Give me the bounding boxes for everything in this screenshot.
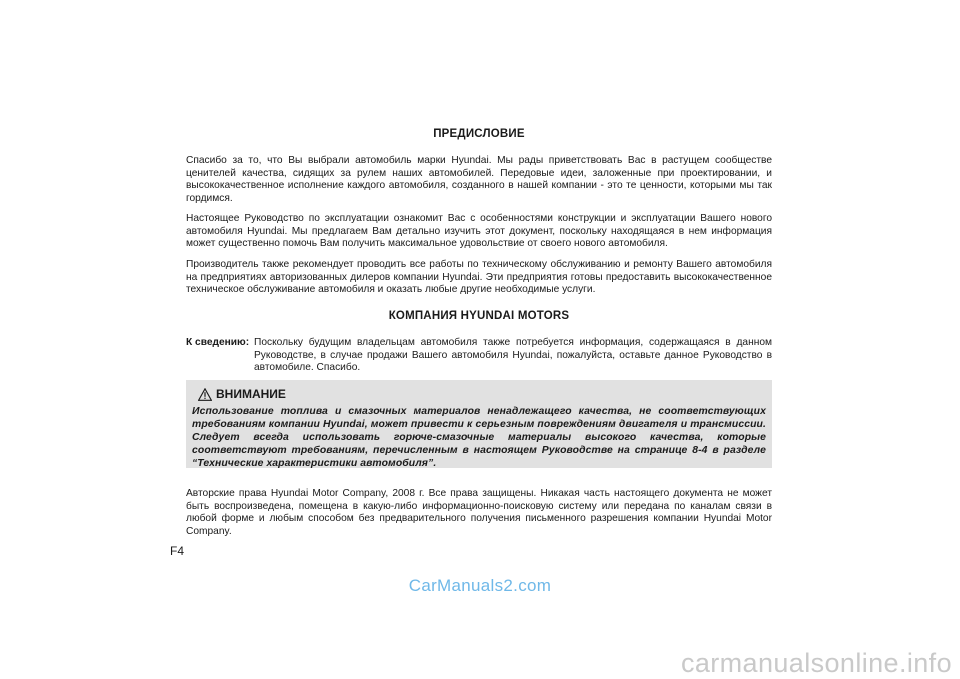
copyright-notice: Авторские права Hyundai Motor Company, 2008 г. Все права защищены. Никакая часть настоящего документа не может быть воспроизведена, помещена в какую-либо информационно-поисковую систему или передана по каналам связи в любой форме и любым способом без предварительного получения письменного разрешения компании Hyundai Motor Company. — [186, 488, 772, 537]
note-label: К сведению: — [186, 337, 250, 348]
note-text: Поскольку будущим владельцам автомобиля также потребуется информация, содержащаяся в данном Руководстве, в случае продажи Вашего автомобиля Hyundai, пожалуйста, оставьте данное Руководство в автомобиле. Спасибо. — [254, 337, 772, 374]
warning-header — [198, 385, 766, 403]
warning-text: Использование топлива и смазочных материалов ненадлежащего качества, не соответствующих требованиям компании Hyundai, может привести к серьезным повреждениям двигателя и трансмиссии. Следует всегда использовать горюче-смазочные материалы высокого качества, которые соответствуют требованиям, перечисленным в настоящем Руководстве на странице 8-4 в разделе “Технические характеристики автомобиля”. — [192, 406, 766, 469]
warning-triangle-icon — [198, 388, 212, 401]
footer-watermark: carmanualsonline.info — [680, 648, 952, 678]
site-watermark: CarManuals2.com — [408, 576, 552, 595]
preface-paragraph-welcome: Спасибо за то, что Вы выбрали автомобиль марки Hyundai. Мы рады приветствовать Вас в растущем сообществе ценителей качества, сидящих за рулем наших автомобилей. Передовые идеи, заложенные при проектировании, и высококачественное исполнение каждого автомобиля, созданного в нашей компании - это те ценности, которыми мы так гордимся. — [186, 155, 772, 204]
preface-paragraph-service: Производитель также рекомендует проводить все работы по техническому обслуживанию и ремонту Вашего автомобиля на предприятиях авторизованных дилеров компании Hyundai. Эти предприятия готовы предоставить высококачественное техническое обслуживание автомобиля и оказать любые другие необходимые услуги. — [186, 259, 772, 296]
warning-title: ВНИМАНИЕ — [216, 387, 286, 401]
page-number: F4 — [170, 544, 185, 558]
company-signature: КОМПАНИЯ HYUNDAI MOTORS — [388, 310, 570, 322]
warning-box — [186, 380, 772, 468]
preface-paragraph-manual: Настоящее Руководство по эксплуатации ознакомит Вас с особенностями конструкции и эксплуатации Вашего нового автомобиля Hyundai. Мы предлагаем Вам детально изучить этот документ, поскольку находящаяся в нем информация может существенно помочь Вам получить максимальное удовольствие от своего нового автомобиля. — [186, 213, 772, 250]
preface-title: ПРЕДИСЛОВИЕ — [433, 128, 525, 140]
